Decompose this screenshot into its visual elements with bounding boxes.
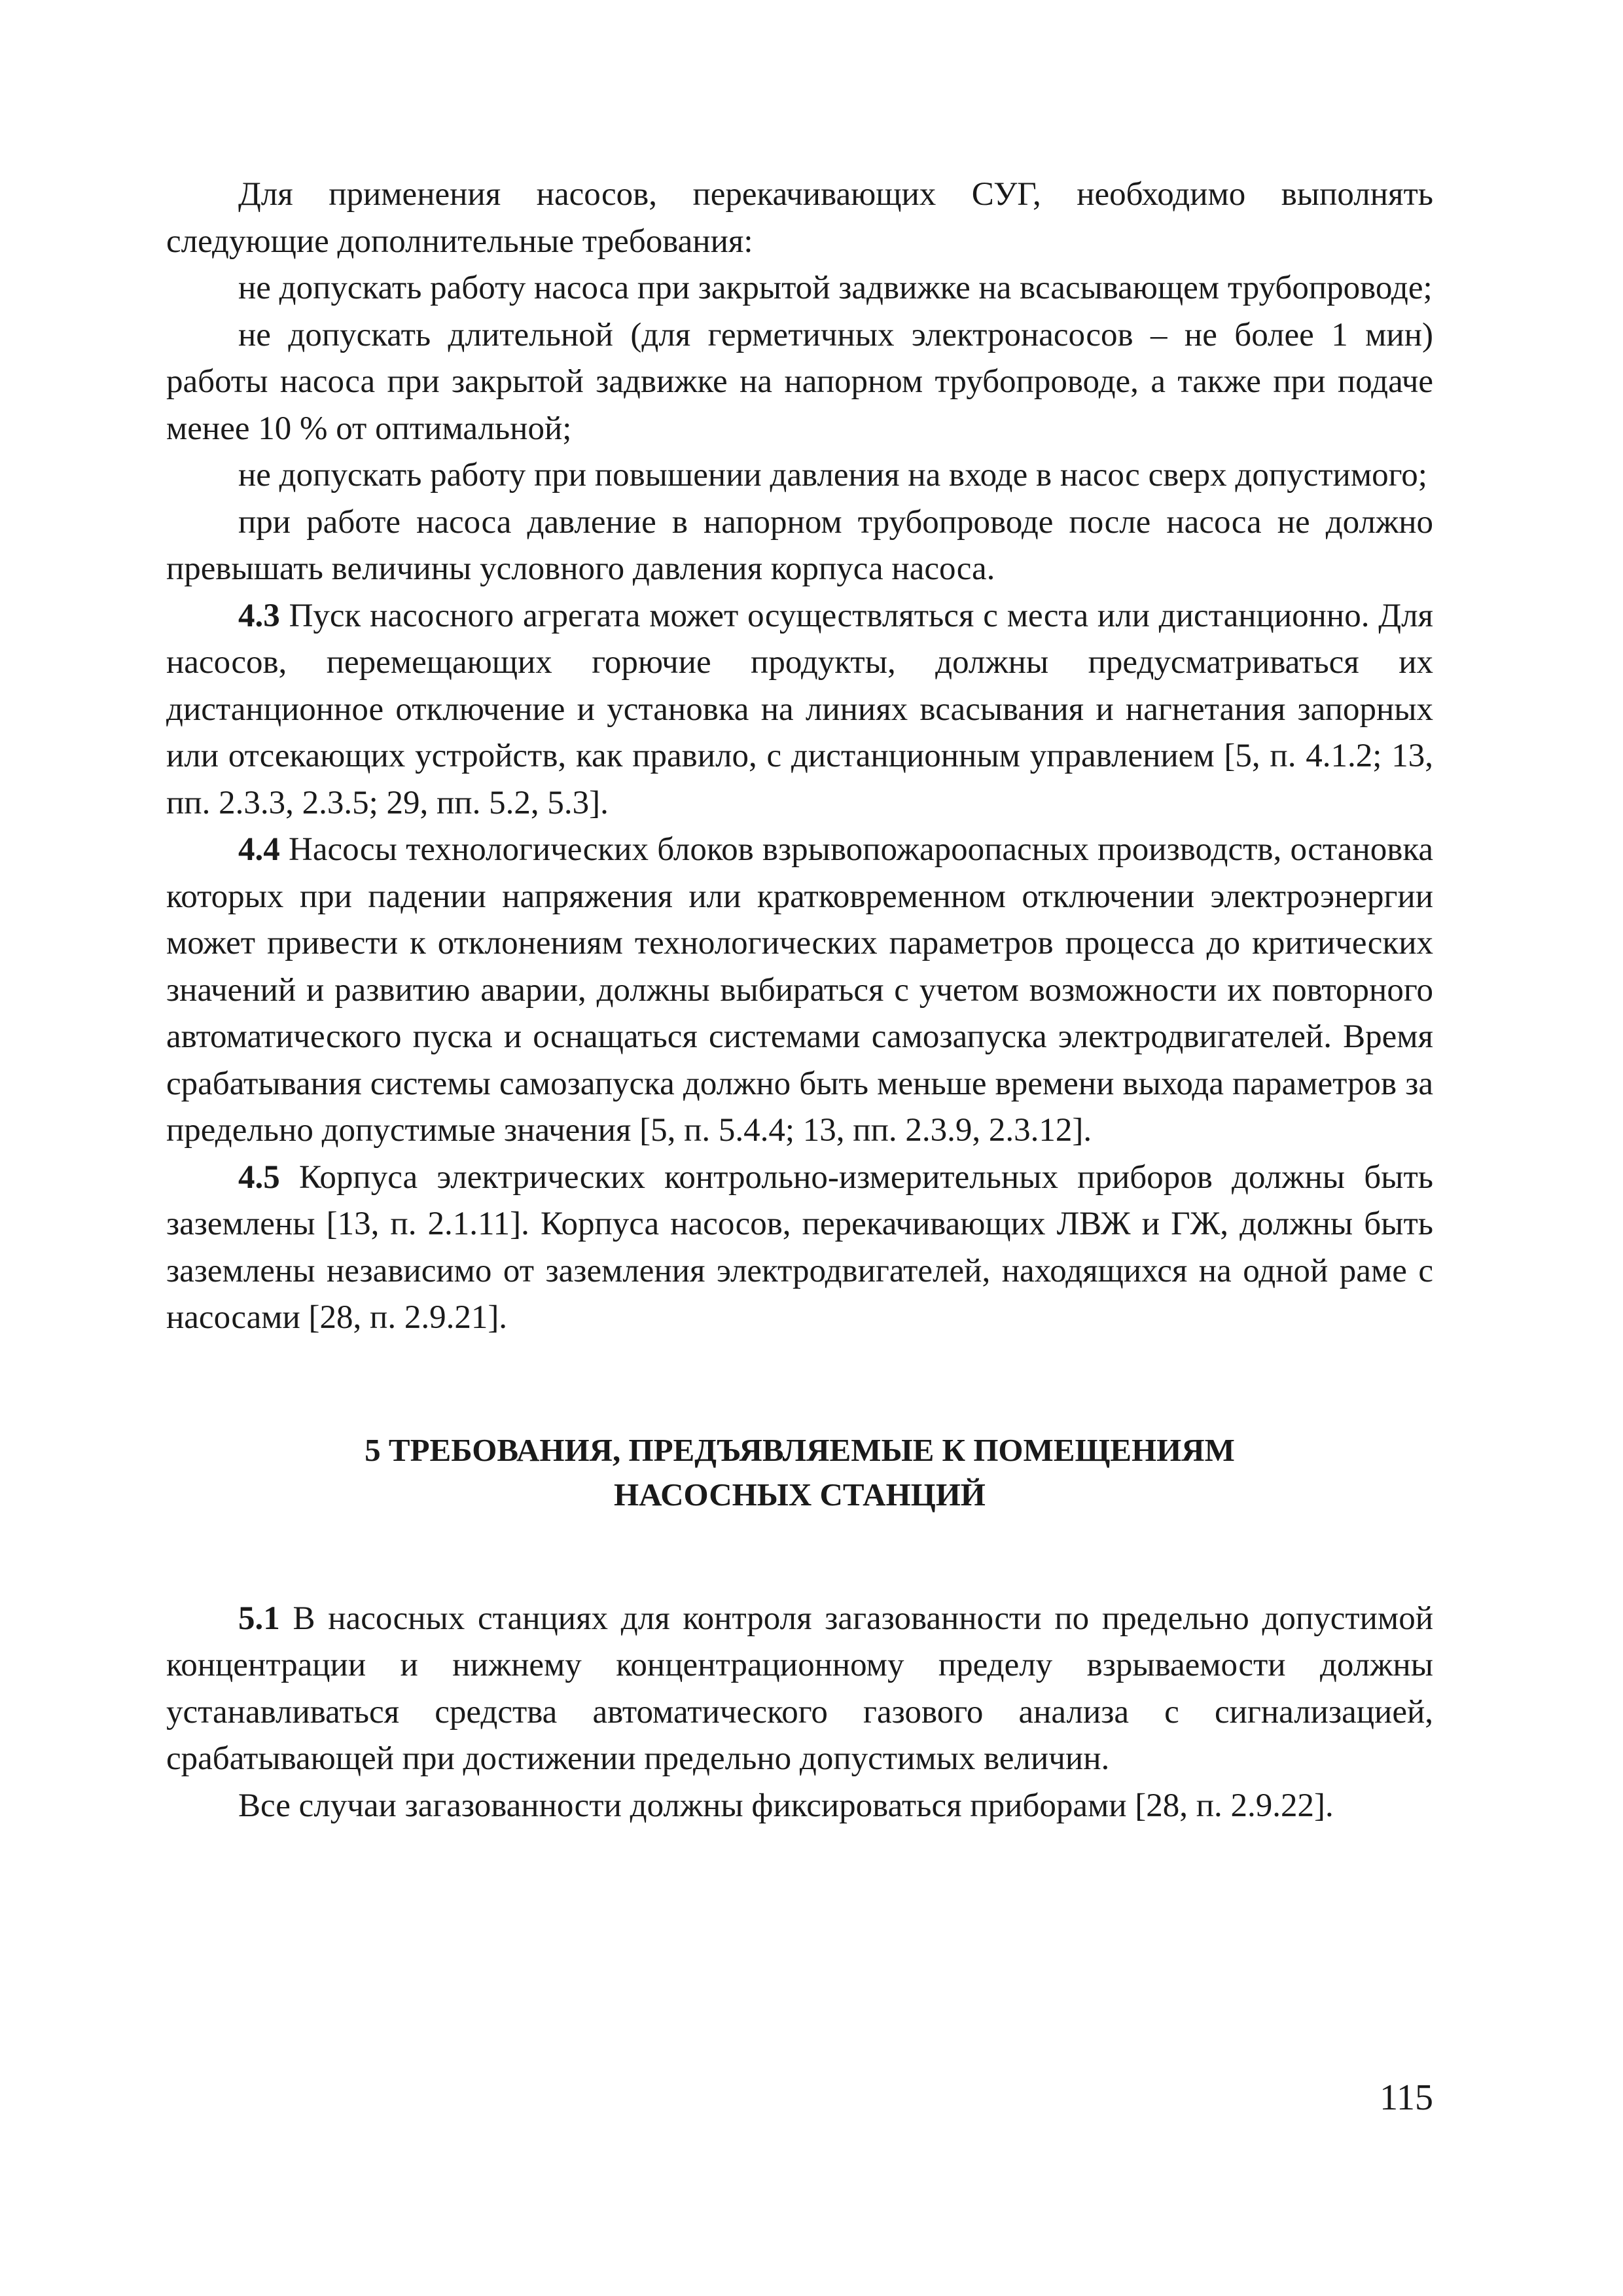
clause-number: 4.4 [238,831,280,868]
clause-text: Насосы технологических блоков взрывопожароопасных производств, остановка которых при падении напряжения или кратковременном отключении электроэнергии может привести к отклонениям технологических параметров процесса до критических значений и развитию аварии, должны выбираться с учетом возможности их повторного автоматического пуска и оснащаться системами самозапуска электродвигателей. Время срабатывания системы самозапуска должно быть меньше времени выхода параметров за предельно допустимые значения [5, п. 5.4.4; 13, пп. 2.3.9, 2.3.12]. [166,831,1433,1149]
paragraph-requirement-inlet-pressure: не допускать работу при повышении давления на входе в насос сверх допустимого; [238,457,1427,493]
page-number: 115 [1380,2077,1433,2118]
clause-text: Корпуса электрических контрольно-измерительных приборов должны быть заземлены [13, п. 2.1.11]. Корпуса насосов, перекачивающих ЛВЖ и ГЖ, должны быть заземлены независимо от заземления электродвигателей, находящихся на одной раме с насосами [28, п. 2.9.21]. [166,1158,1433,1336]
clause-text: В насосных станциях для контроля загазованности по предельно допустимой концентрации и нижнему концентрационному пределу взрываемости должны устанавливаться средства автоматического газового анализа с сигнализацией, срабатывающей при достижении предельно допустимых величин. [166,1600,1433,1777]
paragraph-requirement-suction: не допускать работу насоса при закрытой задвижке на всасывающем трубопроводе; [238,270,1433,306]
paragraph-requirement-discharge: не допускать длительной (для герметичных электронасосов – не более 1 мин) работы насоса при закрытой задвижке на напорном трубопроводе, а также при подаче менее 10 % от оптимальной; [166,316,1433,447]
clause-5-1 [166,1596,1433,1783]
section-heading-line-2: НАСОСНЫХ СТАНЦИЙ [614,1476,986,1513]
paragraph-intro: Для применения насосов, перекачивающих СУГ, необходимо выполнять следующие дополнительные требования: [166,176,1433,260]
clause-number: 4.3 [238,597,280,634]
clause-number: 4.5 [238,1158,280,1196]
clause-4-4 [166,827,1433,1155]
section-heading [166,1428,1433,1517]
clause-number: 5.1 [238,1600,280,1637]
section-heading-line-1: 5 ТРЕБОВАНИЯ, ПРЕДЪЯВЛЯЕМЫЕ К ПОМЕЩЕНИЯМ [365,1431,1235,1468]
clause-text: Пуск насосного агрегата может осуществляться с места или дистанционно. Для насосов, перемещающих горючие продукты, должны предусматриваться их дистанционное отключение и установка на линиях всасывания и нагнетания запорных или отсекающих устройств, как правило, с дистанционным управлением [5, п. 4.1.2; 13, пп. 2.3.3, 2.3.5; 29, пп. 5.2, 5.3]. [166,597,1433,821]
clause-4-5 [166,1155,1433,1342]
page-body [166,171,1433,1829]
paragraph-final: Все случаи загазованности должны фиксироваться приборами [28, п. 2.9.22]. [238,1787,1334,1824]
paragraph-requirement-casing-pressure: при работе насоса давление в напорном трубопроводе после насоса не должно превышать величины условного давления корпуса насоса. [166,503,1433,587]
clause-4-3 [166,593,1433,827]
